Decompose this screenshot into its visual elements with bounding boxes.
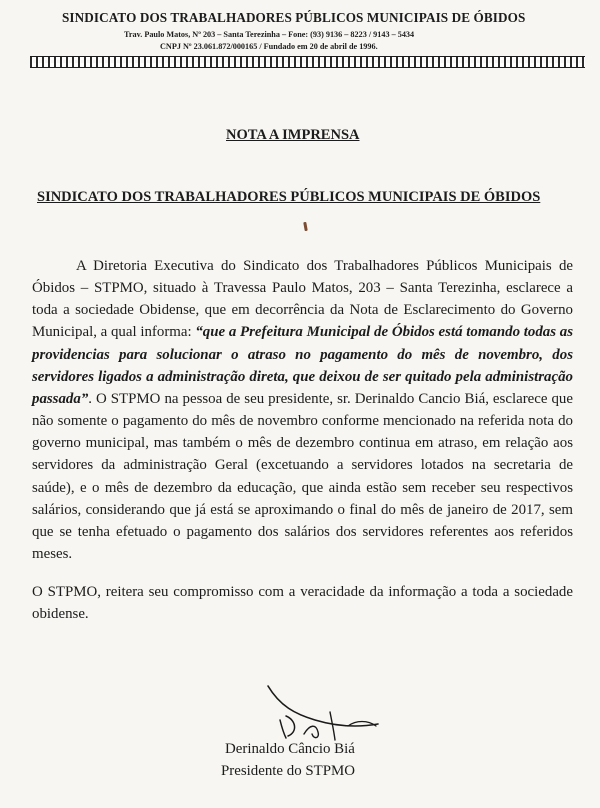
paragraph-1-continuation: . O STPMO na pessoa de seu presidente, sr. Derinaldo Cancio Biá, esclarece que não somente o pagamento do mês de novembro conforme mencionado na referida nota do governo municipal, mas também o mês de dezembro continua em atraso, em relação aos servidores da administração Geral (excetuando a servidores lotados na secretaria de saúde), e o mês de dezembro da educação, que ainda estão sem receber seu respectivos salários, considerando que já está se aproximando o final do mês de janeiro de 2017, sem que se tenha efetuado o pagamento dos salários dos servidores referentes aos referidos meses. [32, 390, 573, 563]
border-pattern [30, 60, 585, 63]
paragraph-1 [32, 255, 573, 565]
paragraph-1-quote: “que a Prefeitura Municipal de Óbidos está tomando todas as providencias para solucionar o atraso no pagamento do mês de novembro, dos servidores ligados a administração direta, que deixou de ser quitado pela administração passada” [32, 324, 574, 407]
paragraph-1-intro: A Diretoria Executiva do Sindicato dos Trabalhadores Públicos Municipais de Óbidos – STPMO, situado à Travessa Paulo Matos, 203 – Santa Terezinha, esclarece a toda a sociedade Obidense, que em decorrência da Nota de Esclarecimento do Governo Municipal, a qual informa: [32, 258, 573, 341]
document-title: NOTA A IMPRENSA [226, 127, 360, 143]
decorative-border-band [30, 56, 585, 68]
signatory-title: Presidente do STPMO [221, 763, 356, 779]
paragraph-2: O STPMO, reitera seu compromisso com a veracidade da informação a toda a sociedade obidense. [32, 584, 573, 623]
document-body [32, 255, 573, 626]
organization-address: Trav. Paulo Matos, Nº 203 – Santa Terezinha – Fone: (93) 9136 – 8223 / 9143 – 5434 [124, 30, 415, 39]
handwritten-signature [260, 676, 390, 746]
ink-mark [303, 222, 308, 231]
document-subtitle: SINDICATO DOS TRABALHADORES PÚBLICOS MUNICIPAIS DE ÓBIDOS [37, 189, 541, 205]
organization-name: SINDICATO DOS TRABALHADORES PÚBLICOS MUNICIPAIS DE ÓBIDOS [62, 10, 526, 25]
signatory-name: Derinaldo Câncio Biá [225, 741, 355, 757]
organization-cnpj: CNPJ Nº 23.061.872/000165 / Fundado em 20 de abril de 1996. [160, 42, 378, 51]
